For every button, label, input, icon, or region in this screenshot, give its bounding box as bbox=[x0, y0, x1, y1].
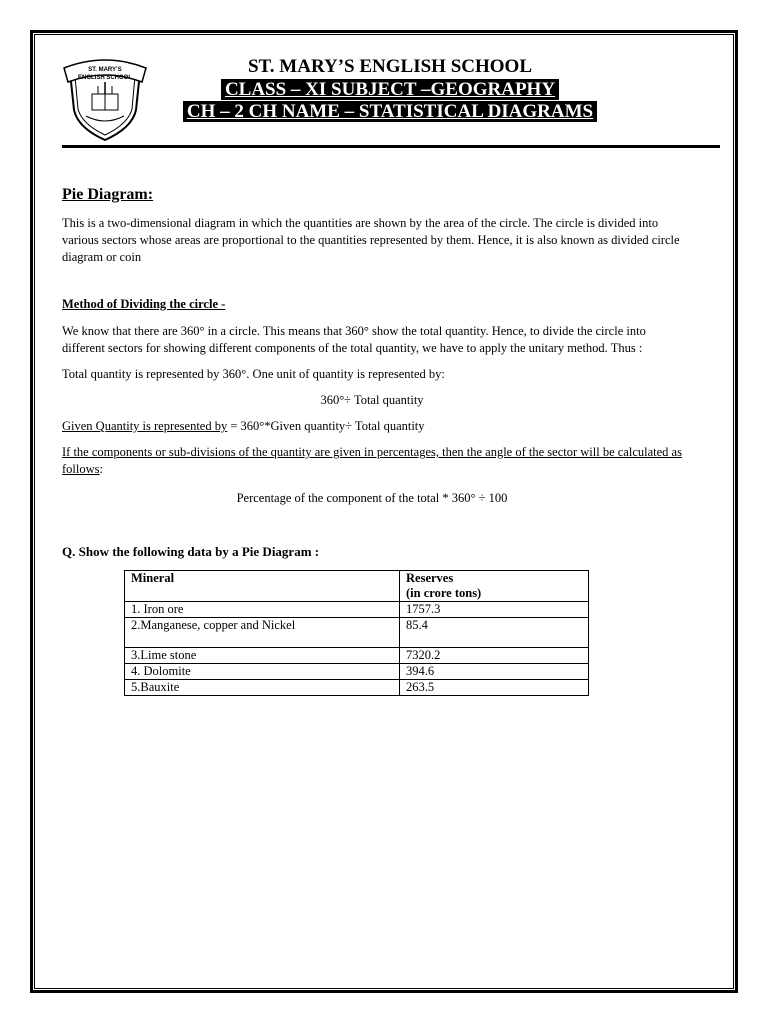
question-text: Q. Show the following data by a Pie Diagram : bbox=[62, 544, 320, 559]
logo-text-top: ST. MARY’S bbox=[88, 67, 122, 73]
intro-paragraph: This is a two-dimensional diagram in which the quantities are shown by the area of the circle. The circle is divided into various sectors whose areas are proportional to the quantities represented by them. Hence, it is also known as divided circle diagram or coin bbox=[62, 216, 680, 264]
method-paragraph: We know that there are 360° in a circle. This means that 360° show the total quantity. Hence, to divide the circle into different sectors for showing different components of the total quantity, we have to apply the unitary method. Thus : bbox=[62, 324, 646, 355]
cell-reserve: 1757.3 bbox=[400, 602, 589, 618]
given-quantity-label: Given Quantity is represented by bbox=[62, 419, 228, 433]
column-header-mineral: Mineral bbox=[125, 571, 400, 602]
cell-mineral: 2.Manganese, copper and Nickel bbox=[125, 618, 400, 648]
chapter-banner: CH – 2 CH NAME – STATISTICAL DIAGRAMS bbox=[183, 101, 597, 122]
table-row bbox=[125, 664, 589, 680]
column-header-reserves bbox=[400, 571, 589, 602]
table-row bbox=[125, 648, 589, 664]
document-header bbox=[150, 55, 630, 123]
cell-mineral: 1. Iron ore bbox=[125, 602, 400, 618]
percentage-line bbox=[62, 444, 682, 478]
minerals-table bbox=[124, 570, 589, 696]
school-crest-logo bbox=[62, 54, 148, 142]
cell-reserve: 85.4 bbox=[400, 618, 589, 648]
cell-mineral: 3.Lime stone bbox=[125, 648, 400, 664]
total-quantity-line: Total quantity is represented by 360°. One unit of quantity is represented by: bbox=[62, 367, 445, 381]
method-heading: Method of Dividing the circle - bbox=[62, 297, 226, 311]
header-divider bbox=[62, 145, 720, 148]
cell-mineral: 5.Bauxite bbox=[125, 680, 400, 696]
class-subject-banner: CLASS – XI SUBJECT –GEOGRAPHY bbox=[221, 79, 559, 100]
document-body bbox=[62, 186, 682, 696]
table-row bbox=[125, 618, 589, 648]
percentage-text: If the components or sub-divisions of the quantity are given in percentages, then the angle of the sector will be calculated as follows bbox=[62, 445, 682, 476]
given-quantity-line bbox=[62, 418, 682, 435]
section-title: Pie Diagram: bbox=[62, 186, 154, 203]
cell-mineral: 4. Dolomite bbox=[125, 664, 400, 680]
percentage-formula: Percentage of the component of the total * 360° ÷ 100 bbox=[236, 491, 508, 505]
cell-reserve: 7320.2 bbox=[400, 648, 589, 664]
table-row bbox=[125, 680, 589, 696]
percentage-colon: : bbox=[99, 462, 103, 476]
table-header-row bbox=[125, 571, 589, 602]
cell-reserve: 263.5 bbox=[400, 680, 589, 696]
table-row bbox=[125, 602, 589, 618]
cell-reserve: 394.6 bbox=[400, 664, 589, 680]
given-quantity-formula: = 360°*Given quantity÷ Total quantity bbox=[227, 419, 425, 433]
school-name: ST. MARY’S ENGLISH SCHOOL bbox=[247, 56, 533, 77]
logo-text-mid: ENGLISH SCHOOL bbox=[77, 75, 133, 81]
reserves-header-line1: Reserves bbox=[406, 571, 454, 585]
reserves-header-line2: (in crore tons) bbox=[406, 586, 482, 600]
unit-formula: 360°÷ Total quantity bbox=[320, 393, 424, 407]
